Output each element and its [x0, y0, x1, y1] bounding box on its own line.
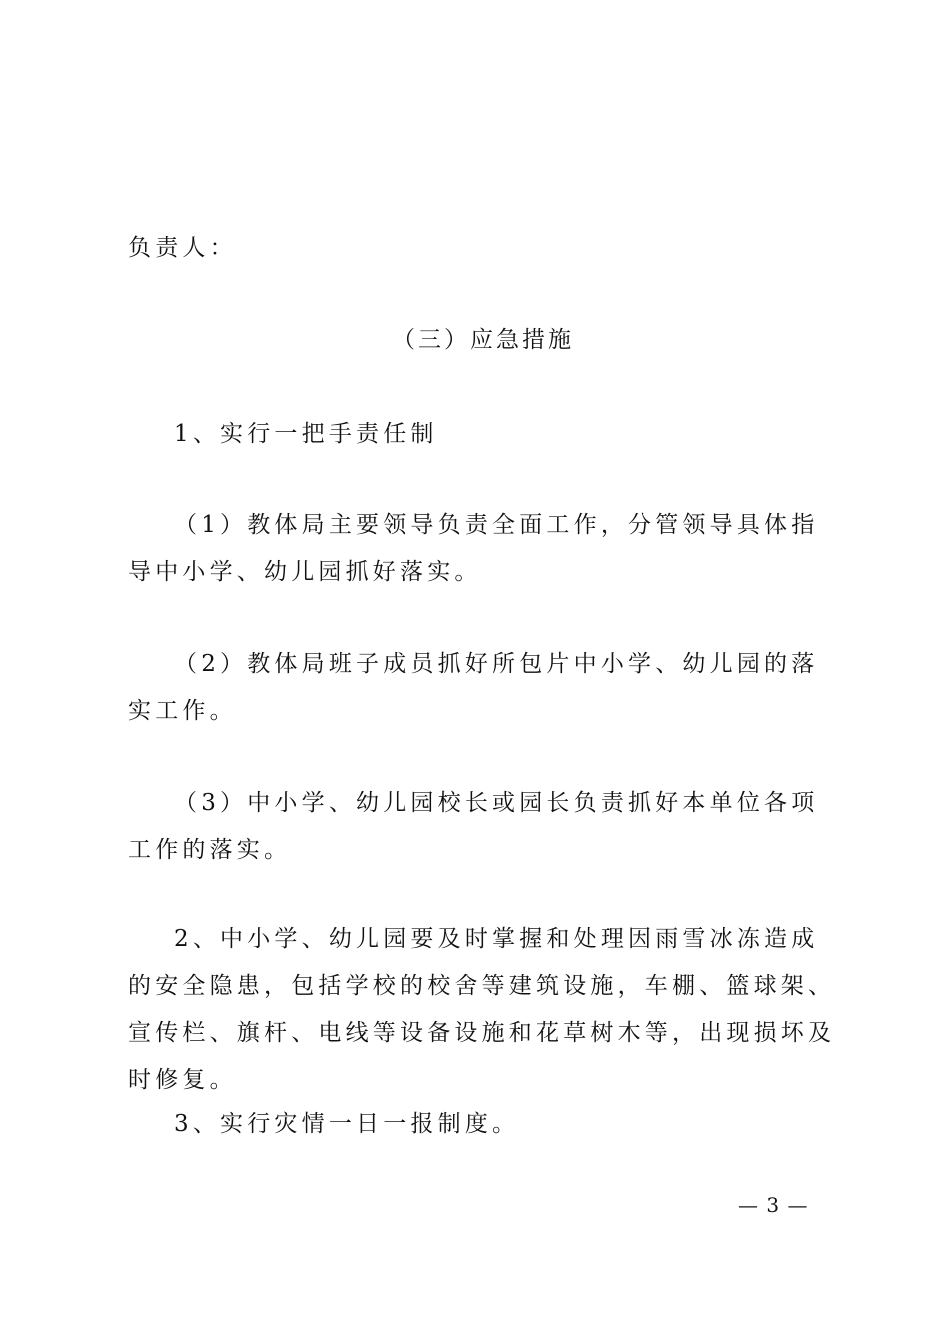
item-1-2-paragraph: （2）教体局班子成员抓好所包片中小学、幼儿园的落实工作。 [128, 651, 819, 724]
item-3-paragraph: 3、实行灾情一日一报制度。 [174, 1111, 520, 1137]
section-heading: （三）应急措施 [392, 327, 574, 353]
item-2-paragraph: 2、中小学、幼儿园要及时掌握和处理因雨雪冰冻造成的安全隐患，包括学校的校舍等建筑设施，车棚、篮球架、宣传栏、旗杆、电线等设备设施和花草树木等，出现损坏及时修复。 [128, 926, 836, 1093]
item-1-title: 1、实行一把手责任制 [174, 421, 438, 447]
item-1-1-paragraph: （1）教体局主要领导负责全面工作，分管领导具体指导中小学、幼儿园抓好落实。 [128, 512, 819, 585]
page-number: — 3 — [738, 1193, 809, 1217]
responsible-person-label: 负责人： [128, 235, 237, 261]
item-1-3-paragraph: （3）中小学、幼儿园校长或园长负责抓好本单位各项工作的落实。 [128, 790, 819, 863]
